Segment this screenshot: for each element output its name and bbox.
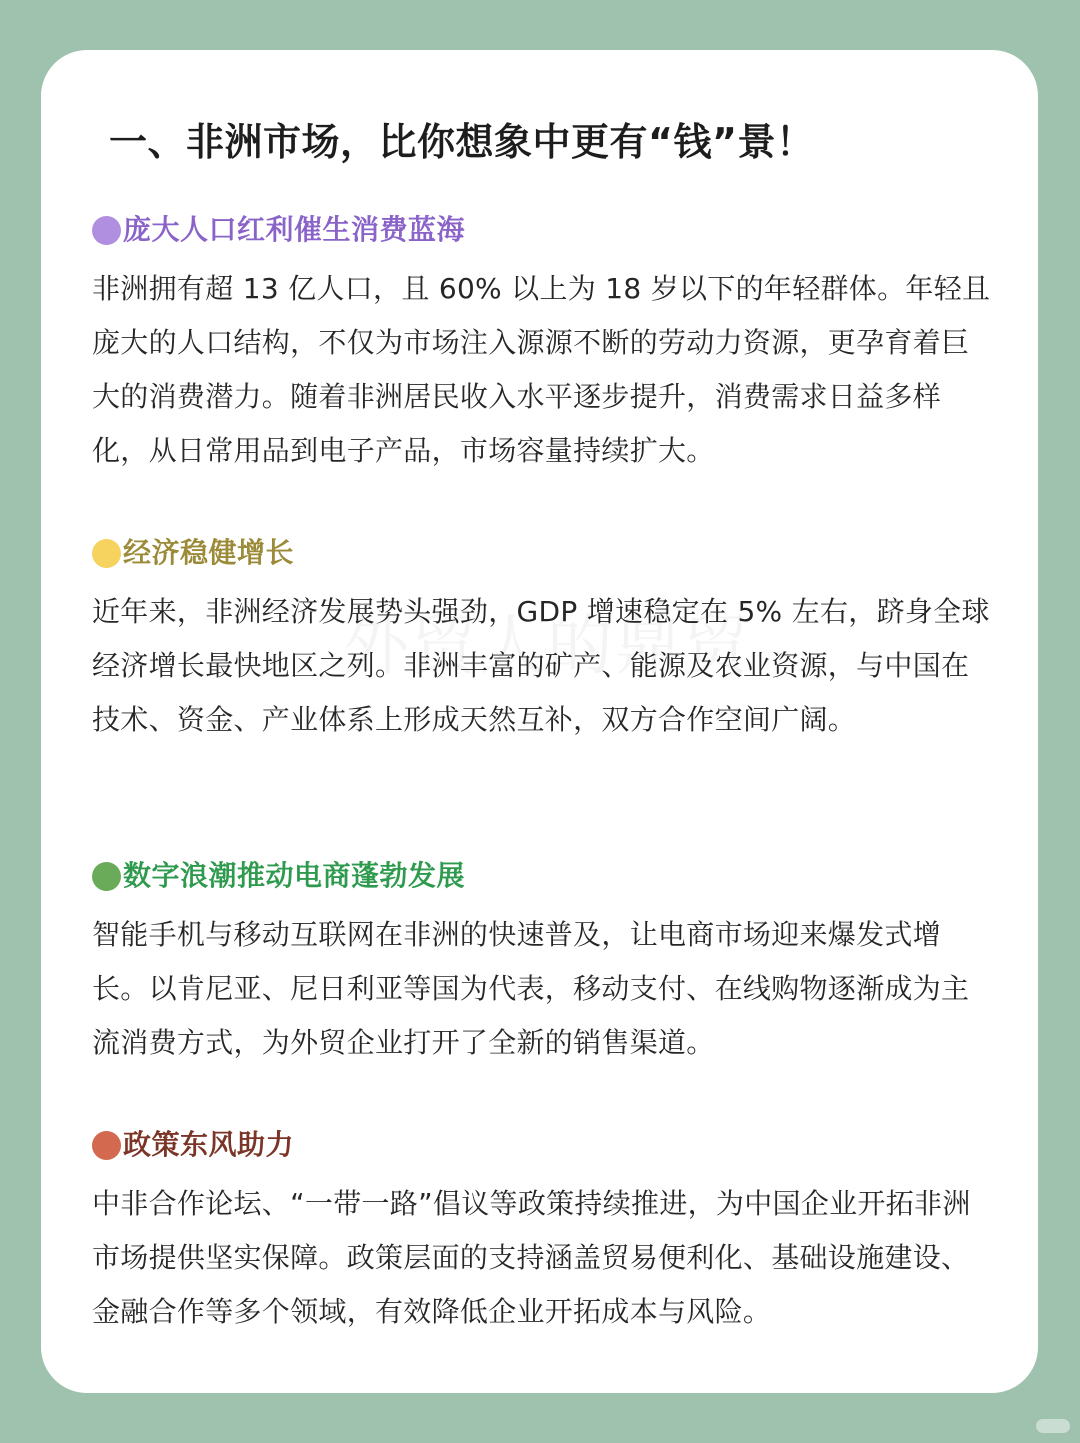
page-title: 一、非洲市场，比你想象中更有“钱”景！: [109, 120, 815, 164]
section-body: 中非合作论坛、“一带一路”倡议等政策持续推进，为中国企业开拓非洲市场提供坚实保障。政策层面的支持涵盖贸易便利化、基础设施建设、金融合作等多个领域，有效降低企业开拓成本与风险。: [92, 1187, 971, 1328]
section-body: 智能手机与移动互联网在非洲的快速普及，让电商市场迎来爆发式增长。以肯尼亚、尼日利亚等国为代表，移动支付、在线购物逐渐成为主流消费方式，为外贸企业打开了全新的销售渠道。: [92, 918, 970, 1059]
section-header: [92, 854, 992, 898]
bullet-dot-icon: [92, 862, 121, 891]
section-economy: [92, 531, 992, 747]
section-header: [92, 208, 992, 252]
section-heading: 政策东风助力: [123, 1128, 295, 1161]
bullet-dot-icon: [92, 539, 121, 568]
section-heading: 经济稳健增长: [123, 536, 295, 569]
content-card: [41, 50, 1038, 1393]
section-heading: 数字浪潮推动电商蓬勃发展: [123, 859, 466, 892]
section-body: 非洲拥有超 13 亿人口，且 60% 以上为 18 岁以下的年轻群体。年轻且庞大的人口结构，不仅为市场注入源源不断的劳动力资源，更孕育着巨大的消费潜力。随着非洲居民收入水平逐步提升，消费需求日益多样化，从日常用品到电子产品，市场容量持续扩大。: [92, 272, 991, 467]
bullet-dot-icon: [92, 216, 121, 245]
section-header: [92, 1123, 992, 1167]
section-heading: 庞大人口红利催生消费蓝海: [123, 213, 466, 246]
section-policy: [92, 1123, 992, 1339]
section-body: 近年来，非洲经济发展势头强劲，GDP 增速稳定在 5% 左右，跻身全球经济增长最快地区之列。非洲丰富的矿产、能源及农业资源，与中国在技术、资金、产业体系上形成天然互补，双方合作空间广阔。: [92, 595, 990, 736]
section-header: [92, 531, 992, 575]
bullet-dot-icon: [92, 1131, 121, 1160]
corner-badge: [1036, 1419, 1070, 1433]
section-ecommerce: [92, 854, 992, 1070]
section-population: [92, 208, 992, 478]
